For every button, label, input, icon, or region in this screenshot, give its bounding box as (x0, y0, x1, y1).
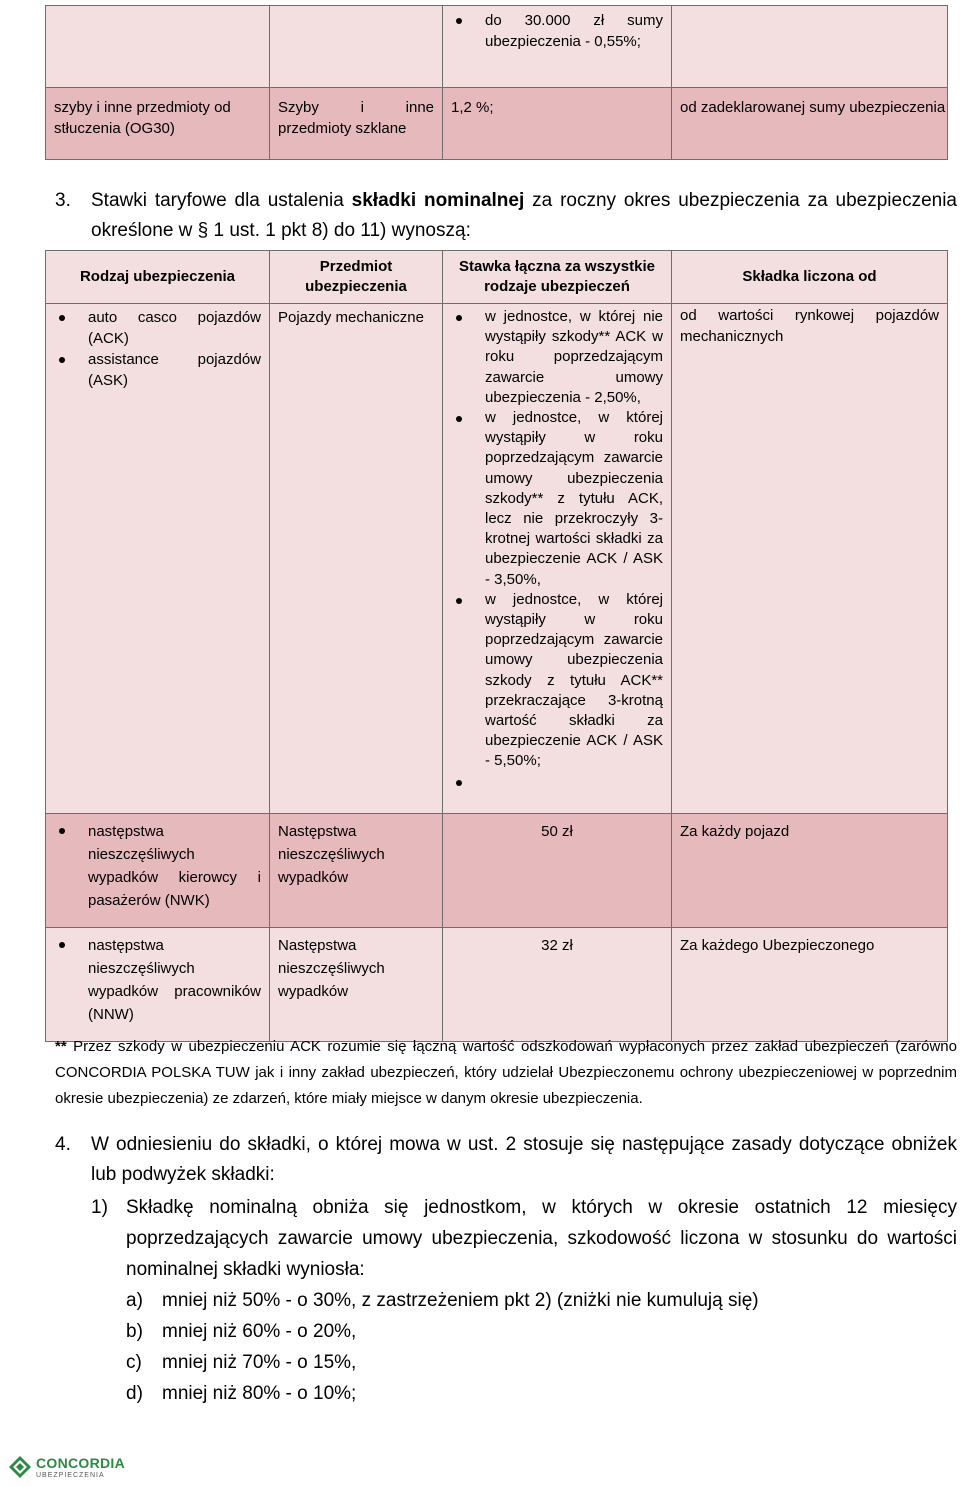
rate-cell (443, 6, 672, 88)
point-number: 1) (91, 1197, 108, 1218)
type-item: następstwa nieszczęśliwych wypadków pracowników (NNW) (88, 934, 261, 1026)
base-cell: od wartości rynkowej pojazdów mechanicznych (672, 304, 948, 814)
list-item: a) mniej niż 50% - o 30%, z zastrzeżeniem pkt 2) (zniżki nie kumulują się) (126, 1290, 759, 1311)
table-row (46, 814, 948, 928)
section-4-point-1: 1) Składkę nominalną obniża się jednostkom, w których w okresie ostatnich 12 miesięcy poprzedzających zawarcie umowy ubezpieczenia, szkodowość liczona w stosunku do wartości nominalnej składki wyniosła: (91, 1192, 957, 1285)
base-cell: Za każdy pojazd (672, 814, 948, 928)
concordia-logo (8, 1455, 125, 1479)
footnote: ** Przez szkody w ubezpieczeniu ACK rozumie się łączną wartość odszkodowań wypłaconych przez zakład ubezpieczeń (zarówno CONCORDIA POLSKA TUW jak i inny zakład ubezpieczeń, który udzielał Ubezpieczonemu ochrony ubezpieczeniowej w poprzednim okresie ubezpieczenia) ze zdarzeń, które miały miejsce w danym okresie ubezpieczenia. (55, 1038, 957, 1107)
table-row (46, 88, 948, 160)
insurance-subject-cell: Pojazdy mechaniczne (270, 304, 443, 814)
list-item: d) mniej niż 80% - o 10%; (126, 1383, 357, 1404)
rate-cell (443, 304, 672, 814)
section-number: 4. (55, 1134, 71, 1155)
rate-item: do 30.000 zł sumy ubezpieczenia - 0,55%; (485, 12, 663, 50)
list-item: c) mniej niż 70% - o 15%, (126, 1352, 357, 1373)
rate-cell: 50 zł (443, 814, 672, 928)
type-item: następstwa nieszczęśliwych wypadków kierowcy i pasażerów (NWK) (88, 820, 261, 912)
insurance-type-cell (46, 928, 270, 1042)
type-item: auto casco pojazdów (ACK) (88, 309, 261, 347)
logo-subtitle: UBEZPIECZENIA (36, 1471, 105, 1479)
rate-item: w jednostce, w której wystąpiły w roku poprzedzającym zawarcie umowy ubezpieczenia szkody z tytułu ACK** przekraczające 3-krotną wartość składki za ubezpieczenie ACK / ASK - 5,50%; (485, 590, 663, 772)
insurance-subject-cell: Następstwa nieszczęśliwych wypadków (270, 928, 443, 1042)
logo-name: CONCORDIA (36, 1454, 126, 1471)
rate-cell: 1,2 %; (443, 88, 672, 160)
section-4: 4. W odniesieniu do składki, o której mowa w ust. 2 stosuje się następujące zasady dotyczące obniżek lub podwyżek składki: (55, 1130, 957, 1190)
header-rate: Stawka łączna za wszystkie rodzaje ubezpieczeń (443, 251, 672, 304)
base-cell: Za każdego Ubezpieczonego (672, 928, 948, 1042)
footnote-mark: ** (55, 1038, 67, 1055)
rate-table (45, 250, 948, 1042)
insurance-type-cell (46, 814, 270, 928)
list-item: b) mniej niż 60% - o 20%, (126, 1321, 357, 1342)
section-number: 3. (55, 190, 71, 211)
rate-cell: 32 zł (443, 928, 672, 1042)
table-row (46, 928, 948, 1042)
table-header-row (46, 251, 948, 304)
base-cell: od zadeklarowanej sumy ubezpieczenia (672, 88, 948, 160)
bold-term: składki nominalnej (351, 190, 525, 211)
header-type: Rodzaj ubezpieczenia (46, 251, 270, 304)
table-row (46, 304, 948, 814)
insurance-type-cell: szyby i inne przedmioty od stłuczenia (OG30) (46, 88, 270, 160)
header-subject: Przedmiot ubezpieczenia (270, 251, 443, 304)
section-3: 3. Stawki taryfowe dla ustalenia składki nominalnej za roczny okres ubezpieczenia za ubezpieczenia określone w § 1 ust. 1 pkt 8) do 11) wynoszą: (55, 186, 957, 246)
concordia-logo-icon (8, 1455, 32, 1479)
top-rate-table (45, 5, 948, 160)
rate-item: w jednostce, w której nie wystąpiły szkody** ACK w roku poprzedzającym zawarcie umowy ubezpieczenia - 2,50%, (485, 307, 663, 408)
rate-item: w jednostce, w której wystąpiły w roku poprzedzającym zawarcie umowy ubezpieczenia szkody** z tytułu ACK, lecz nie przekroczyły 3-krotnej wartości składki za ubezpieczenie ACK / ASK - 3,50%, (485, 408, 663, 590)
rate-item (485, 772, 663, 792)
type-item: assistance pojazdów (ASK) (88, 351, 261, 389)
insurance-subject-cell: Szyby i inne przedmioty szklane (270, 88, 443, 160)
header-base: Składka liczona od (672, 251, 948, 304)
insurance-type-cell (46, 304, 270, 814)
insurance-subject-cell: Następstwa nieszczęśliwych wypadków (270, 814, 443, 928)
table-row (46, 6, 948, 88)
